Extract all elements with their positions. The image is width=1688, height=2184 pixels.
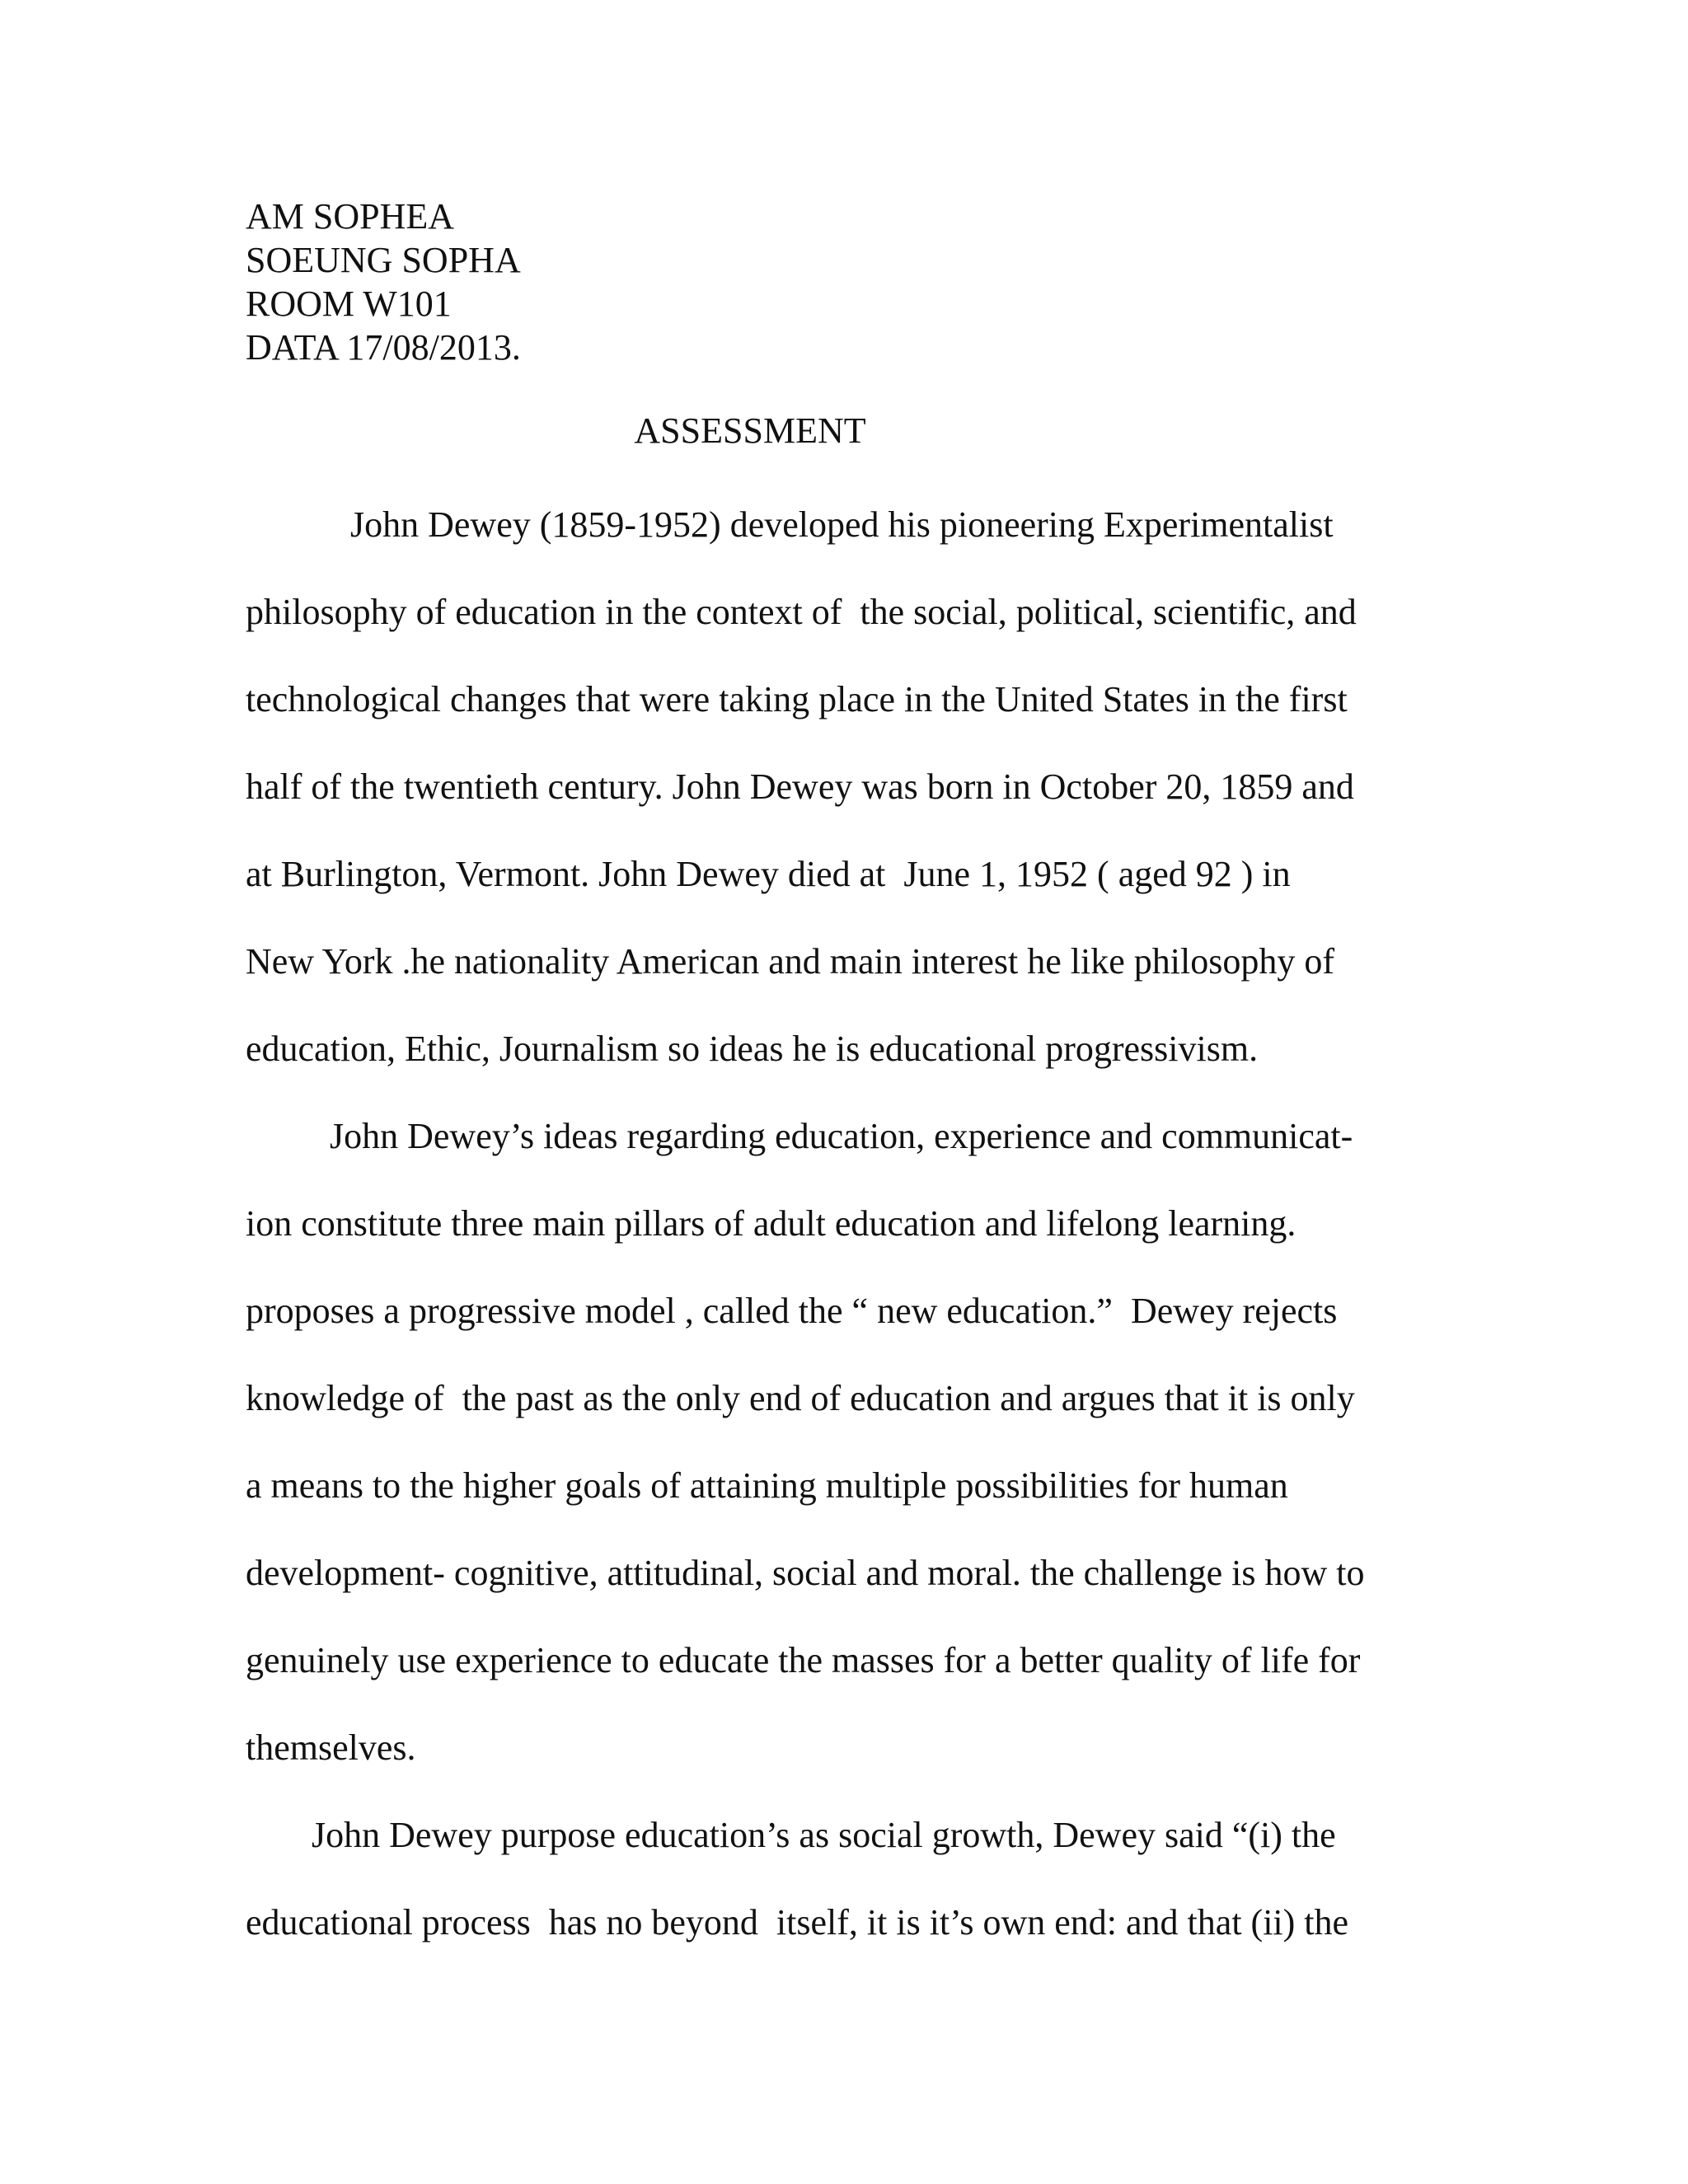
paragraph-2-line-7: genuinely use experience to educate the masses for a better quality of life for [246, 1640, 1361, 1680]
paragraph-1-line-2: philosophy of education in the context of the social, political, scientific, and [246, 592, 1357, 632]
paragraph-2-line-8: themselves. [246, 1727, 416, 1768]
paragraph-2-line-6: development- cognitive, attitudinal, social and moral. the challenge is how to [246, 1553, 1365, 1593]
paragraph-2-line-4: knowledge of the past as the only end of education and argues that it is only [246, 1378, 1355, 1418]
paragraph-2-line-5: a means to the higher goals of attaining multiple possibilities for human [246, 1465, 1288, 1506]
paragraph-3-line-2: educational process has no beyond itself, it is it’s own end: and that (ii) the [246, 1902, 1349, 1943]
header-name-2: SOEUNG SOPHA [246, 240, 521, 280]
paragraph-1-line-6: New York .he nationality American and main interest he like philosophy of [246, 941, 1334, 982]
paragraph-1-line-5: at Burlington, Vermont. John Dewey died at June 1, 1952 ( aged 92 ) in [246, 854, 1291, 894]
paragraph-2-line-3: proposes a progressive model , called the “ new education.” Dewey rejects [246, 1291, 1338, 1331]
document-title: ASSESSMENT [634, 410, 866, 451]
paragraph-2-line-2: ion constitute three main pillars of adult education and lifelong learning. [246, 1203, 1296, 1244]
paragraph-1-line-1: John Dewey (1859-1952) developed his pioneering Experimentalist [350, 504, 1334, 545]
paragraph-1-line-7: education, Ethic, Journalism so ideas he is educational progressivism. [246, 1029, 1259, 1069]
header-date: DATA 17/08/2013. [246, 327, 521, 368]
paragraph-3-line-1: John Dewey purpose education’s as social growth, Dewey said “(i) the [312, 1815, 1336, 1855]
author-header [246, 194, 521, 369]
paragraph-1-line-3: technological changes that were taking place in the United States in the first [246, 679, 1348, 719]
paragraph-2-line-1: John Dewey’s ideas regarding education, experience and communicat- [330, 1116, 1353, 1156]
paragraph-1-line-4: half of the twentieth century. John Dewey was born in October 20, 1859 and [246, 766, 1354, 807]
header-name-1: AM SOPHEA [246, 196, 455, 237]
header-room: ROOM W101 [246, 284, 452, 324]
